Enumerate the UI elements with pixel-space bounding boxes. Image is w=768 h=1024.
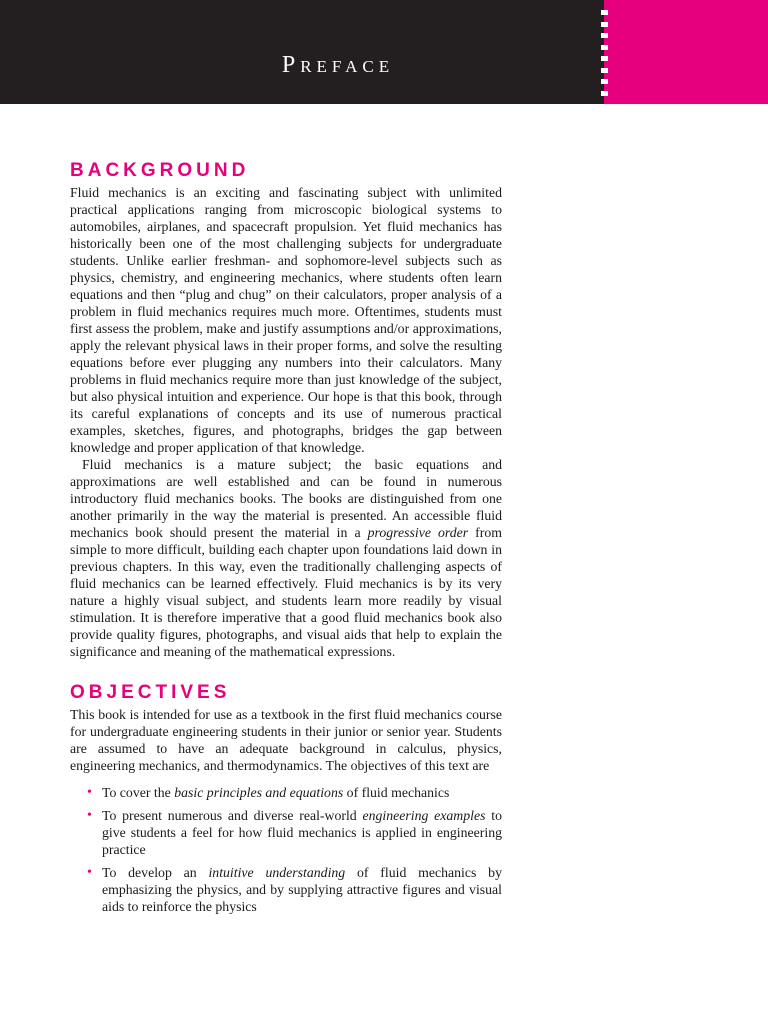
background-paragraph-1: Fluid mechanics is an exciting and fascinating subject with unlimited practical applications ranging from microscopic biological systems to automobiles, airplanes, and spacecraft propulsion. Yet fluid mechanics has historically been one of the most challenging subjects for undergraduate students. Unlike earlier freshman- and sophomore-level subjects such as physics, chemistry, and engineering mechanics, where students often learn equations and then “plug and chug” on their calculators, proper analysis of a problem in fluid mechanics requires much more. Oftentimes, students must first assess the problem, make and justify assumptions and/or approximations, apply the relevant physical laws in their proper forms, and solve the resulting equations before ever plugging any numbers into their calculators. Many problems in fluid mechanics require more than just knowledge of the subject, but also physical intuition and experience. Our hope is that this book, through its careful explanations of concepts and its use of numerous practical examples, sketches, figures, and photographs, bridges the gap between knowledge and proper application of that knowledge. bbox=[70, 185, 502, 455]
objectives-intro: This book is intended for use as a textbook in the first fluid mechanics course for undergraduate engineering students in their junior or senior year. Students are assumed to have an adequate background in calculus, physics, engineering mechanics, and thermodynamics. The objectives of this text are bbox=[70, 707, 502, 773]
background-paragraph-2: Fluid mechanics is a mature subject; the basic equations and approximations are well established and can be found in numerous introductory fluid mechanics books. The books are distinguished from one another primarily in the way the material is presented. An accessible fluid mechanics book should present the material in a progressive order from simple to more difficult, building each chapter upon foundations laid down in previous chapters. In this way, even the traditionally challenging aspects of fluid mechanics can be learned effectively. Fluid mechanics is by its very nature a highly visual subject, and students learn more readily by visual stimulation. It is therefore imperative that a good fluid mechanics book also provide quality figures, photographs, and visual aids that help to explain the significance and meaning of the mathematical expressions. bbox=[70, 457, 502, 659]
objectives-list bbox=[70, 784, 502, 915]
main-content bbox=[70, 158, 502, 921]
list-item: • To develop an intuitive understanding of fluid mechanics by emphasizing the physics, and by supplying attractive figures and visual aids to reinforce the physics bbox=[87, 865, 502, 914]
page-title: Preface bbox=[281, 52, 395, 78]
section-heading-objectives: OBJECTIVES bbox=[70, 682, 231, 703]
bullet-icon: • bbox=[87, 785, 92, 800]
section-heading-background: BACKGROUND bbox=[70, 160, 250, 181]
emphasis-progressive-order: progressive order bbox=[367, 525, 469, 540]
list-item: • To cover the basic principles and equations of fluid mechanics bbox=[87, 785, 450, 800]
bullet-icon: • bbox=[87, 808, 92, 823]
list-item: • To present numerous and diverse real-world engineering examples to give students a feel for how fluid mechanics is applied in engineering practice bbox=[87, 808, 502, 857]
bullet-icon: • bbox=[87, 865, 92, 880]
